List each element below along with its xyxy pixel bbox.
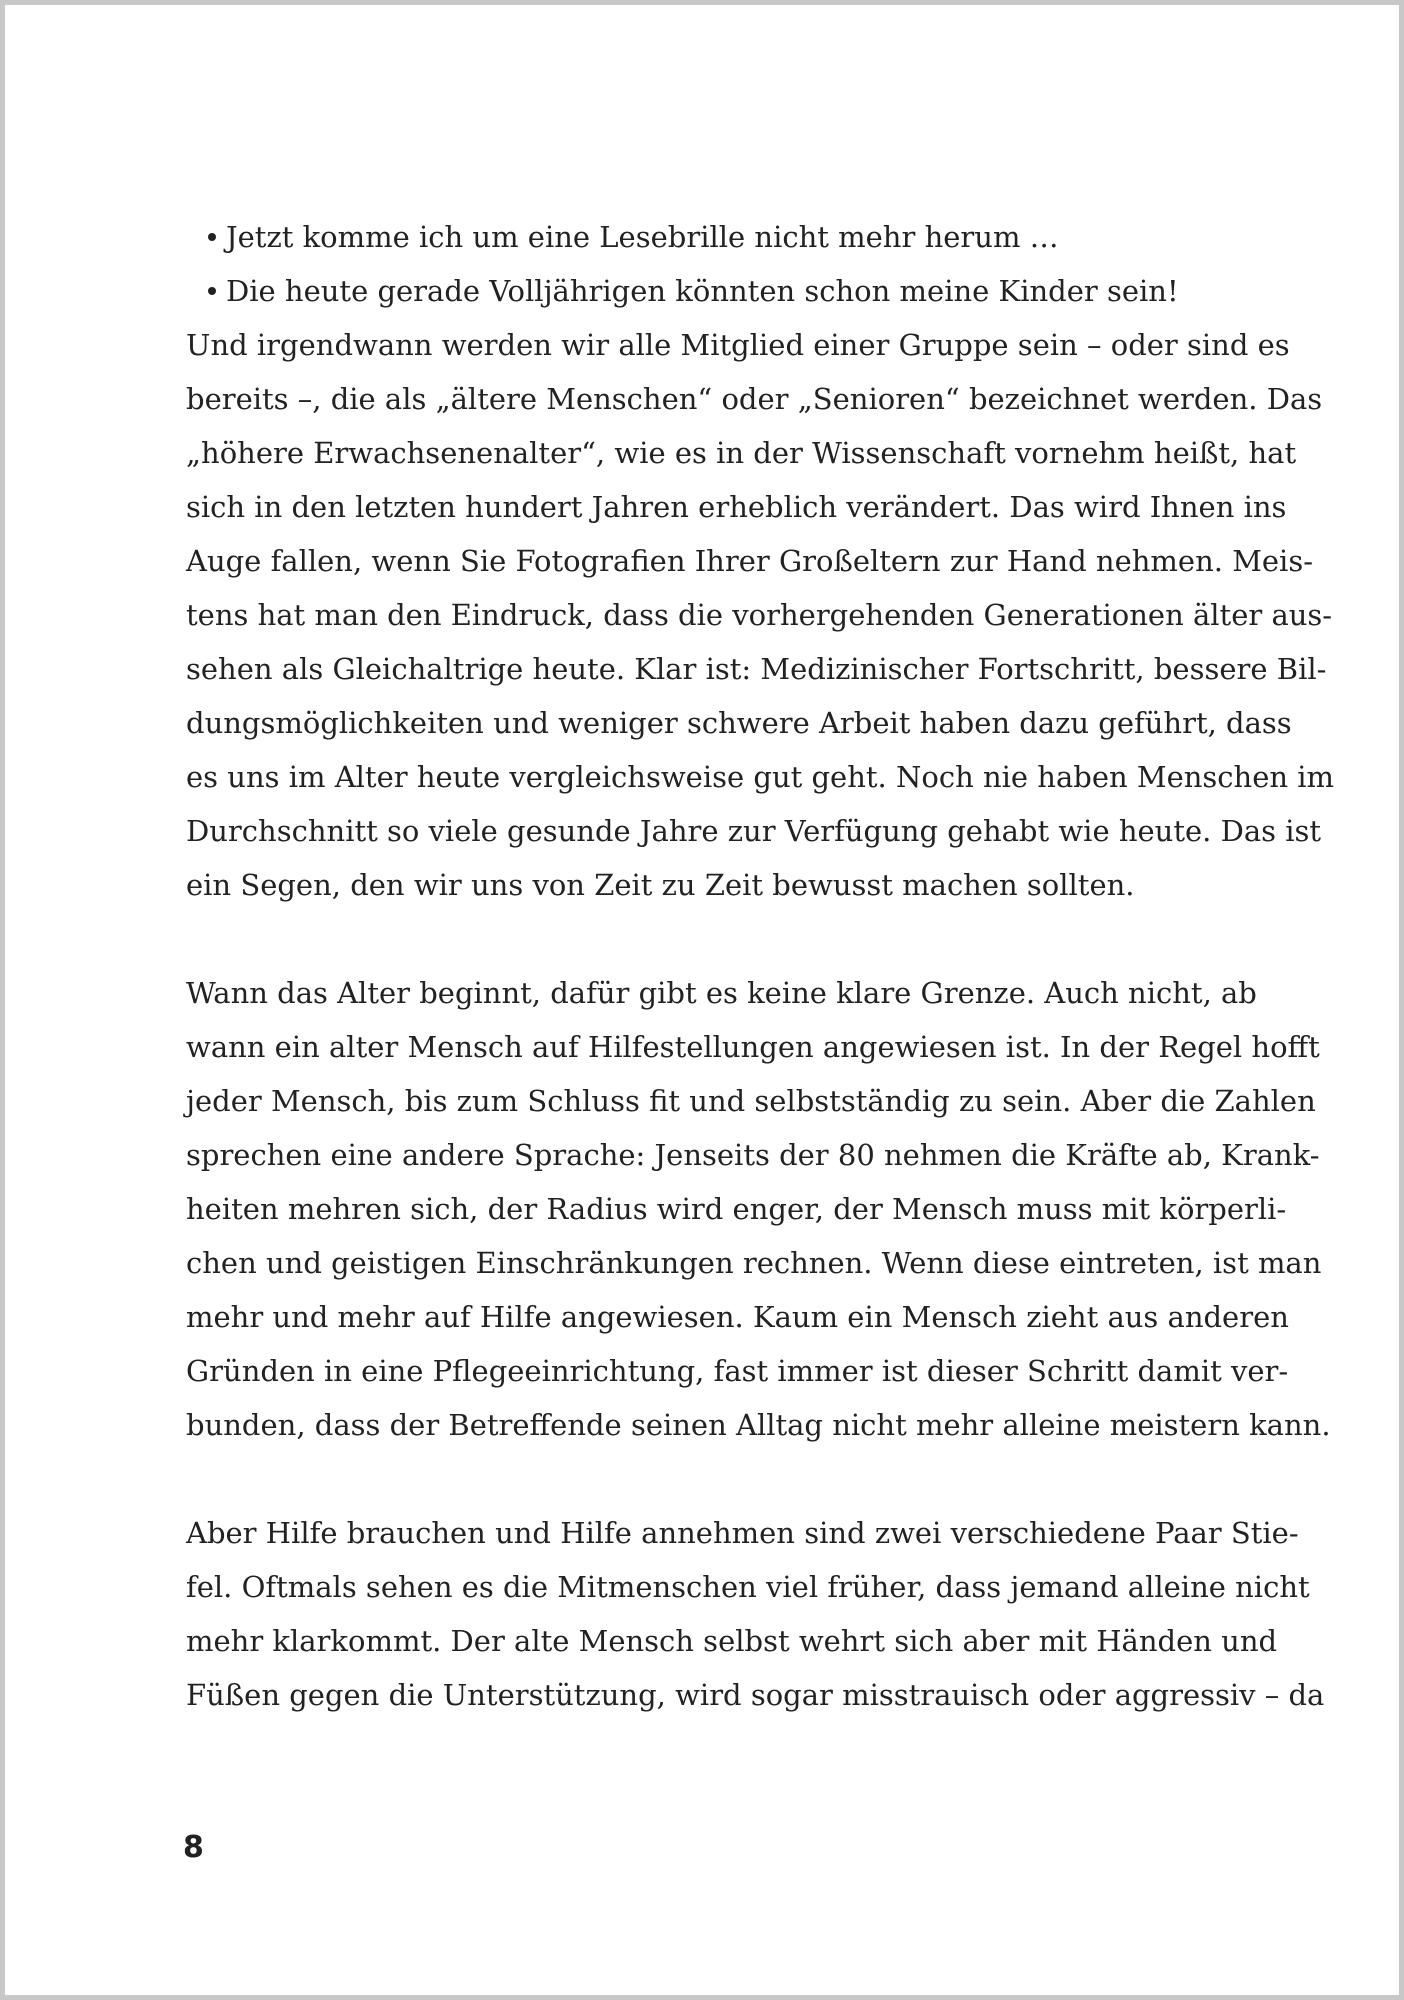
text-line: Gründen in eine Pflegeeinrichtung, fast immer ist dieser Schritt damit ver- xyxy=(186,1354,1289,1388)
text-line: „höhere Erwachsenenalter“, wie es in der Wissenschaft vornehm heißt, hat xyxy=(186,436,1297,470)
text-line: wann ein alter Mensch auf Hilfestellungen angewiesen ist. In der Regel hofft xyxy=(186,1030,1320,1064)
text-line: es uns im Alter heute vergleichsweise gut geht. Noch nie haben Menschen im xyxy=(186,760,1335,794)
text-line: heiten mehren sich, der Radius wird enger, der Mensch muss mit körperli- xyxy=(186,1192,1287,1226)
text-line: fel. Oftmals sehen es die Mitmenschen viel früher, dass jemand alleine nicht xyxy=(186,1570,1310,1604)
text-line: Wann das Alter beginnt, dafür gibt es keine klare Grenze. Auch nicht, ab xyxy=(186,976,1257,1010)
text-line: Durchschnitt so viele gesunde Jahre zur Verfügung gehabt wie heute. Das ist xyxy=(186,814,1322,848)
list-item-text: Jetzt komme ich um eine Lesebrille nicht mehr herum … xyxy=(226,220,1059,254)
text-line: mehr klarkommt. Der alte Mensch selbst wehrt sich aber mit Händen und xyxy=(186,1624,1278,1658)
text-line: dungsmöglichkeiten und weniger schwere Arbeit haben dazu geführt, dass xyxy=(186,706,1292,740)
text-line: chen und geistigen Einschränkungen rechnen. Wenn diese eintreten, ist man xyxy=(186,1246,1322,1280)
text-line: jeder Mensch, bis zum Schluss fit und selbstständig zu sein. Aber die Zahlen xyxy=(186,1084,1316,1118)
text-line: Füßen gegen die Unterstützung, wird sogar misstrauisch oder aggressiv – da xyxy=(186,1678,1325,1712)
text-line: bereits –, die als „ältere Menschen“ oder „Senioren“ bezeichnet werden. Das xyxy=(186,382,1323,416)
text-line: bunden, dass der Betreffende seinen Alltag nicht mehr alleine meistern kann. xyxy=(186,1408,1331,1442)
text-line: tens hat man den Eindruck, dass die vorhergehenden Generationen älter aus- xyxy=(186,598,1333,632)
page-number: 8 xyxy=(183,1830,204,1865)
list-item xyxy=(226,264,1179,318)
list-item-text: Die heute gerade Volljährigen könnten schon meine Kinder sein! xyxy=(226,274,1179,308)
text-line: Aber Hilfe brauchen und Hilfe annehmen sind zwei verschiedene Paar Stie- xyxy=(186,1516,1299,1550)
bullet-icon xyxy=(208,287,216,295)
text-line: mehr und mehr auf Hilfe angewiesen. Kaum ein Mensch zieht aus anderen xyxy=(186,1300,1289,1334)
text-line: Auge fallen, wenn Sie Fotografien Ihrer Großeltern zur Hand nehmen. Meis- xyxy=(186,544,1314,578)
text-line: Und irgendwann werden wir alle Mitglied einer Gruppe sein – oder sind es xyxy=(186,328,1290,362)
text-line: ein Segen, den wir uns von Zeit zu Zeit bewusst machen sollten. xyxy=(186,868,1135,902)
text-line: sich in den letzten hundert Jahren erheblich verändert. Das wird Ihnen ins xyxy=(186,490,1287,524)
text-line: sehen als Gleichaltrige heute. Klar ist: Medizinischer Fortschritt, bessere Bil- xyxy=(186,652,1327,686)
list-item xyxy=(226,210,1059,264)
text-line: sprechen eine andere Sprache: Jenseits der 80 nehmen die Kräfte ab, Krank- xyxy=(186,1138,1320,1172)
bullet-icon xyxy=(208,233,216,241)
